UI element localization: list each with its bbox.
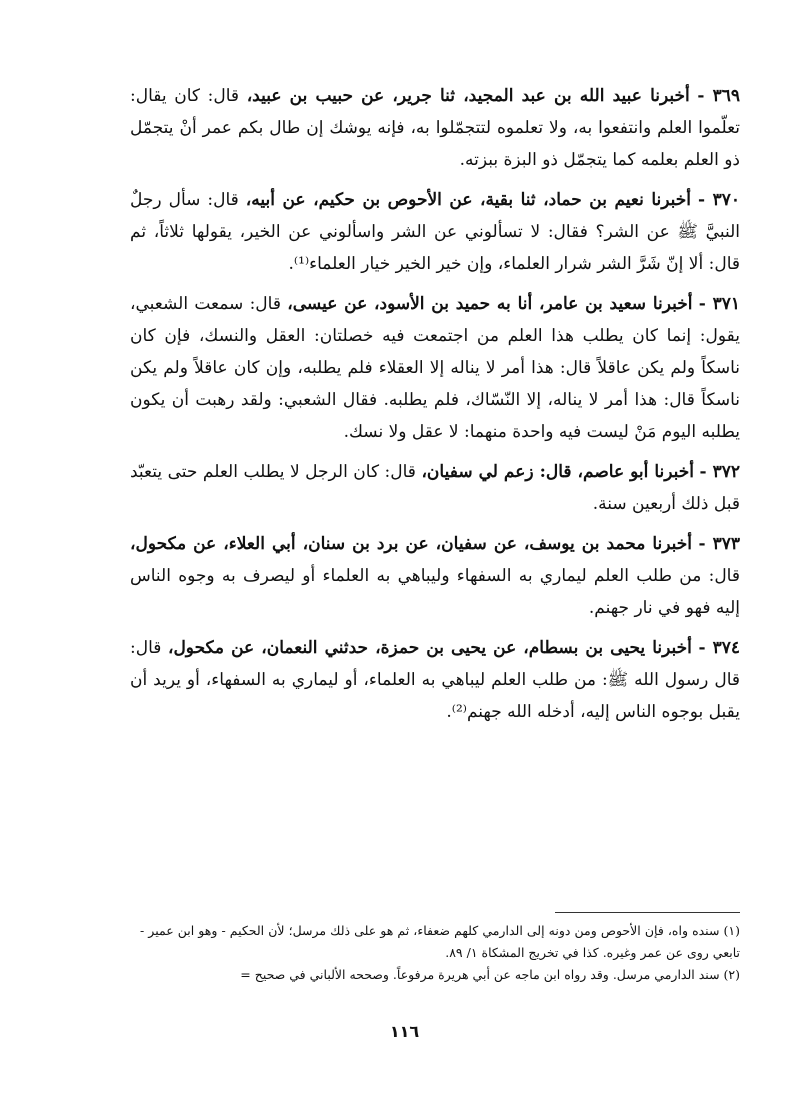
hadith-entry-370 [130, 184, 740, 280]
footnote-1: (١) سنده واه، فإن الأحوص ومن دونه إلى الدارمي كلهم ضعفاء، ثم هو على ذلك مرسل؛ لأن الحكيم - وهو ابن عمير - تابعي روى عن عمر وغيره. كذا في تخريج المشكاة ١/ ٨٩. [140, 923, 740, 960]
entry-text: قال: سمعت الشعبي، يقول: إنما كان يطلب هذا العلم من اجتمعت فيه خصلتان: العقل والنسك، فإن كان ناسكاً ولم يكن عاقلاً قال: هذا أمر لا يناله إلا العقلاء فلم يطلبه، وإن كان عاقلاً ولم يكن ناسكاً قال: هذا أمر لا يناله، إلا النّسّاك، فلم يطلبه. فقال الشعبي: ولقد رهبت أن يكون يطلبه اليوم مَنْ ليست فيه واحدة منهما: لا عقل ولا نسك. [130, 294, 740, 442]
entry-text: قال: من طلب العلم ليماري به السفهاء وليباهي به العلماء أو ليصرف به وجوه الناس إليه فهو في نار جهنم. [130, 566, 740, 618]
narration-chain: أخبرنا يحيى بن بسطام، عن يحيى بن حمزة، حدثني النعمان، عن مكحول، [167, 638, 692, 658]
entry-number: ٣٧٠ - [698, 190, 740, 210]
entry-text: قال: قال رسول الله ﷺ: من طلب العلم ليباهي به العلماء، أو ليماري به السفهاء، أو يريد أن يقبل بوجوه الناس إليه، أدخله الله جهنم⁽²⁾. [130, 638, 740, 722]
narration-chain: أخبرنا محمد بن يوسف، عن سفيان، عن برد بن سنان، أبي العلاء، عن مكحول، [130, 534, 692, 554]
narration-chain: أخبرنا عبيد الله بن عبد المجيد، ثنا جرير، عن حبيب بن عبيد، [246, 86, 690, 106]
entry-text: قال: سأل رجلٌ النبيَّ ﷺ عن الشر؟ فقال: لا تسألوني عن الشر واسألوني عن الخير، يقولها ثلاثاً، ثم قال: ألا إنّ شَرَّ الشر شرار العلماء، وإن خير الخير خيار العلماء⁽¹⁾. [130, 190, 740, 274]
footnotes [140, 912, 740, 986]
hadith-entry-373 [130, 528, 740, 624]
footnote-2: (٢) سند الدارمي مرسل. وقد رواه ابن ماجه عن أبي هريرة مرفوعاً. وصححه الألباني في صحيح = [240, 967, 740, 982]
entry-number: ٣٦٩ - [697, 86, 741, 106]
entry-text: قال: كان يقال: تعلّموا العلم وانتفعوا به، ولا تعلموه لتتجمّلوا به، فإنه يوشك إن طال بكم عمر أنْ يتجمّل ذو العلم بعلمه كما يتجمّل ذو البزة ببزته. [130, 86, 740, 170]
entry-text: قال: كان الرجل لا يطلب العلم حتى يتعبّد قبل ذلك أربعين سنة. [130, 462, 740, 514]
page-body [130, 80, 740, 736]
entry-number: ٣٧١ - [698, 294, 741, 314]
hadith-entry-371 [130, 288, 740, 448]
hadith-entry-369 [130, 80, 740, 176]
entry-number: ٣٧٣ - [698, 534, 741, 554]
entry-number: ٣٧٤ - [698, 638, 740, 658]
narration-chain: أخبرنا سعيد بن عامر، أنا به حميد بن الأسود، عن عيسى، [287, 294, 693, 314]
entry-number: ٣٧٢ - [699, 462, 740, 482]
page-number: ١١٦ [389, 1022, 420, 1041]
narration-chain: أخبرنا نعيم بن حماد، ثنا بقية، عن الأحوص بن حكيم، عن أبيه، [245, 190, 691, 210]
narration-chain: أخبرنا أبو عاصم، قال: زعم لي سفيان، [421, 462, 695, 482]
hadith-entry-372 [130, 456, 740, 520]
hadith-entry-374 [130, 632, 740, 728]
